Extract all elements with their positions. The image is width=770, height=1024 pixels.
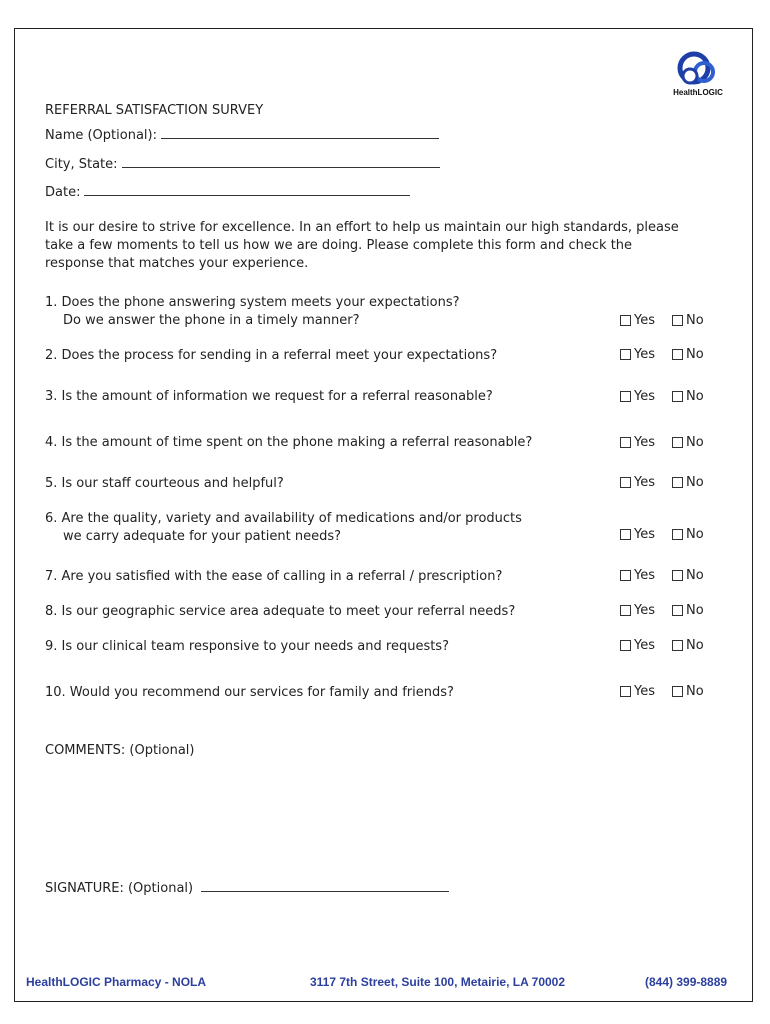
signature-field[interactable] xyxy=(45,881,449,896)
checkbox[interactable] xyxy=(672,315,683,326)
question-9-yes[interactable] xyxy=(620,638,655,653)
question-8-yes[interactable] xyxy=(620,603,655,618)
question-1-answers xyxy=(620,313,704,328)
yes-label: Yes xyxy=(634,603,655,618)
city-state-field[interactable] xyxy=(45,157,440,172)
healthlogic-logo xyxy=(668,48,728,100)
question-6-yes[interactable] xyxy=(620,527,655,542)
question-8-no[interactable] xyxy=(672,603,704,618)
checkbox[interactable] xyxy=(620,315,631,326)
checkbox[interactable] xyxy=(672,349,683,360)
name-field-label: Name (Optional): xyxy=(45,128,157,143)
question-9-no[interactable] xyxy=(672,638,704,653)
question-7-no[interactable] xyxy=(672,568,704,583)
question-2-yes[interactable] xyxy=(620,347,655,362)
question-2: 2. Does the process for sending in a referral meet your expectations? xyxy=(45,348,498,363)
question-6-answers xyxy=(620,527,704,542)
question-10-yes[interactable] xyxy=(620,684,655,699)
no-label: No xyxy=(686,313,704,328)
question-3-yes[interactable] xyxy=(620,389,655,404)
question-3: 3. Is the amount of information we request for a referral reasonable? xyxy=(45,389,493,404)
question-10-answers xyxy=(620,684,704,699)
question-1-line2: Do we answer the phone in a timely manner? xyxy=(63,313,360,328)
no-label: No xyxy=(686,684,704,699)
question-9: 9. Is our clinical team responsive to your needs and requests? xyxy=(45,639,449,654)
checkbox[interactable] xyxy=(620,349,631,360)
survey-title: REFERRAL SATISFACTION SURVEY xyxy=(45,103,264,118)
name-field[interactable] xyxy=(45,128,439,143)
yes-label: Yes xyxy=(634,475,655,490)
question-1-yes[interactable] xyxy=(620,313,655,328)
question-7-answers xyxy=(620,568,704,583)
no-label: No xyxy=(686,638,704,653)
question-2-no[interactable] xyxy=(672,347,704,362)
comments-label: COMMENTS: (Optional) xyxy=(45,743,195,758)
name-field-line[interactable] xyxy=(161,137,439,139)
yes-label: Yes xyxy=(634,568,655,583)
logo-text: HealthLOGIC xyxy=(673,88,723,97)
checkbox[interactable] xyxy=(672,605,683,616)
no-label: No xyxy=(686,475,704,490)
yes-label: Yes xyxy=(634,684,655,699)
yes-label: Yes xyxy=(634,389,655,404)
checkbox[interactable] xyxy=(620,640,631,651)
footer-phone: (844) 399-8889 xyxy=(645,975,728,989)
question-6-line1: 6. Are the quality, variety and availability of medications and/or products xyxy=(45,511,522,526)
question-8-answers xyxy=(620,603,704,618)
checkbox[interactable] xyxy=(672,477,683,488)
question-9-answers xyxy=(620,638,704,653)
checkbox[interactable] xyxy=(620,437,631,448)
question-10: 10. Would you recommend our services for family and friends? xyxy=(45,685,454,700)
checkbox[interactable] xyxy=(620,605,631,616)
yes-label: Yes xyxy=(634,527,655,542)
question-6-no[interactable] xyxy=(672,527,704,542)
question-10-no[interactable] xyxy=(672,684,704,699)
yes-label: Yes xyxy=(634,347,655,362)
no-label: No xyxy=(686,389,704,404)
question-3-no[interactable] xyxy=(672,389,704,404)
no-label: No xyxy=(686,603,704,618)
checkbox[interactable] xyxy=(620,477,631,488)
question-4-no[interactable] xyxy=(672,435,704,450)
checkbox[interactable] xyxy=(620,570,631,581)
checkbox[interactable] xyxy=(672,529,683,540)
checkbox[interactable] xyxy=(672,570,683,581)
question-5-no[interactable] xyxy=(672,475,704,490)
date-field-line[interactable] xyxy=(84,194,410,196)
logo-rings-icon xyxy=(668,48,728,90)
question-1-line1: 1. Does the phone answering system meets your expectations? xyxy=(45,295,460,310)
question-5-answers xyxy=(620,475,704,490)
yes-label: Yes xyxy=(634,313,655,328)
footer-address: 3117 7th Street, Suite 100, Metairie, LA 70002 xyxy=(310,975,566,989)
no-label: No xyxy=(686,347,704,362)
yes-label: Yes xyxy=(634,435,655,450)
question-6 xyxy=(45,510,522,546)
question-7-yes[interactable] xyxy=(620,568,655,583)
question-5: 5. Is our staff courteous and helpful? xyxy=(45,476,284,491)
checkbox[interactable] xyxy=(672,391,683,402)
signature-field-label: SIGNATURE: (Optional) xyxy=(45,881,194,896)
question-4-answers xyxy=(620,435,704,450)
question-4: 4. Is the amount of time spent on the phone making a referral reasonable? xyxy=(45,435,533,450)
no-label: No xyxy=(686,435,704,450)
date-field[interactable] xyxy=(45,185,410,200)
no-label: No xyxy=(686,527,704,542)
checkbox[interactable] xyxy=(672,640,683,651)
checkbox[interactable] xyxy=(620,686,631,697)
question-8: 8. Is our geographic service area adequate to meet your referral needs? xyxy=(45,604,516,619)
checkbox[interactable] xyxy=(620,529,631,540)
question-1-no[interactable] xyxy=(672,313,704,328)
signature-field-line[interactable] xyxy=(201,890,449,892)
yes-label: Yes xyxy=(634,638,655,653)
footer-pharmacy-name: HealthLOGIC Pharmacy - NOLA xyxy=(26,975,207,989)
city-state-field-line[interactable] xyxy=(122,166,440,168)
city-state-field-label: City, State: xyxy=(45,157,118,172)
question-5-yes[interactable] xyxy=(620,475,655,490)
no-label: No xyxy=(686,568,704,583)
question-3-answers xyxy=(620,389,704,404)
question-7: 7. Are you satisfied with the ease of calling in a referral / prescription? xyxy=(45,569,503,584)
date-field-label: Date: xyxy=(45,185,81,200)
question-1 xyxy=(45,294,460,330)
question-6-line2: we carry adequate for your patient needs? xyxy=(63,529,341,544)
question-2-answers xyxy=(620,347,704,362)
intro-paragraph: It is our desire to strive for excellence. In an effort to help us maintain our high standards, please take a few moments to tell us how we are doing. Please complete this form and check the response that matches your experience. xyxy=(45,220,679,271)
checkbox[interactable] xyxy=(672,686,683,697)
checkbox[interactable] xyxy=(620,391,631,402)
question-4-yes[interactable] xyxy=(620,435,655,450)
checkbox[interactable] xyxy=(672,437,683,448)
